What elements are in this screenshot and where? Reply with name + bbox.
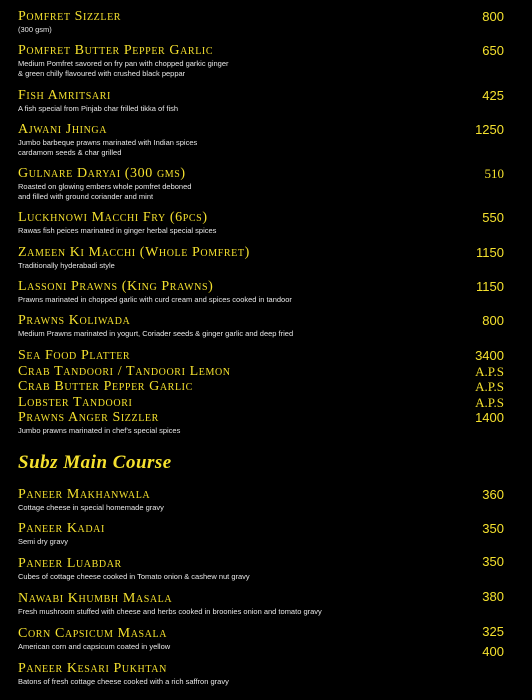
item-name: Paneer Kadai xyxy=(18,521,105,536)
item-price: A.P.S xyxy=(475,395,504,410)
item-price: 1150 xyxy=(476,279,504,294)
item-name: Sea Food Platter xyxy=(18,348,131,363)
item-desc: Jumbo prawns marinated in chef's special spices xyxy=(18,426,181,435)
item-name: Lobster Tandoori xyxy=(18,395,133,410)
menu-item xyxy=(18,166,518,202)
item-desc: Jumbo barbeque prawns marinated with Indian spices xyxy=(18,138,198,147)
menu-item xyxy=(18,591,518,617)
item-price: 350 xyxy=(482,554,504,569)
menu-item xyxy=(18,556,518,582)
item-desc: Medium Pomfret savored on fry pan with chopped garkic ginger xyxy=(18,59,229,68)
menu-item xyxy=(18,395,518,410)
menu-item xyxy=(18,122,518,158)
item-name: Paneer Kesari Pukhtan xyxy=(18,661,167,676)
item-price: 800 xyxy=(482,9,504,24)
item-name: Pomfret Sizzler xyxy=(18,9,122,24)
item-name: Prawns Koliwada xyxy=(18,313,131,328)
item-price: 350 xyxy=(482,521,504,536)
item-price: 800 xyxy=(482,313,504,328)
item-desc: Roasted on glowing embers whole pomfret deboned xyxy=(18,182,192,191)
item-name: Fish Amritsari xyxy=(18,88,111,103)
item-desc: Fresh mushroom stuffed with cheese and herbs cooked in broonies onion and tomato gravy xyxy=(18,607,322,616)
item-name: Nawabi Khumbh Masala xyxy=(18,591,173,606)
menu-item xyxy=(18,245,518,271)
item-desc: cardamom seeds & char grilled xyxy=(18,148,122,157)
item-desc: Rawas fish peices marinated in ginger herbal special spices xyxy=(18,226,217,235)
item-desc: A fish special from Pinjab char frilled tikka of fish xyxy=(18,104,179,113)
item-desc: Medium Prawns marinated in yogurt, Coriader seeds & ginger garlic and deep fried xyxy=(18,329,294,338)
item-name: Ajwani Jhinga xyxy=(18,122,108,137)
menu-item xyxy=(18,487,518,513)
item-price: A.P.S xyxy=(475,379,504,394)
menu-item xyxy=(18,43,518,79)
item-price: 550 xyxy=(482,210,504,225)
item-name: Gulnare Daryai (300 gms) xyxy=(18,166,186,181)
item-price: 650 xyxy=(482,43,504,58)
menu-item xyxy=(18,210,518,236)
item-price: 1400 xyxy=(475,410,504,425)
item-price: 360 xyxy=(482,487,504,502)
menu-item xyxy=(18,279,518,305)
item-price: 425 xyxy=(482,88,504,103)
item-name: Luckhnowi Macchi Fry (6pcs) xyxy=(18,210,208,225)
item-name: Zameen Ki Macchi (Whole Pomfret) xyxy=(18,245,250,260)
item-price: 325 xyxy=(482,624,504,639)
item-price: A.P.S xyxy=(475,364,504,379)
item-desc: Semi dry gravy xyxy=(18,537,69,546)
menu-item xyxy=(18,626,518,652)
item-name: Pomfret Butter Pepper Garlic xyxy=(18,43,214,58)
item-desc: American corn and capsicum coated in yellow xyxy=(18,642,171,651)
item-name: Crab Tandoori / Tandoori Lemon xyxy=(18,364,231,379)
item-desc: Cottage cheese in special homemade gravy xyxy=(18,503,164,512)
item-name: Crab Butter Pepper Garlic xyxy=(18,379,193,394)
item-price: 380 xyxy=(482,589,504,604)
menu-item xyxy=(18,348,518,363)
item-price: 3400 xyxy=(475,348,504,363)
item-name: Paneer Makhanwala xyxy=(18,487,151,502)
item-desc: and filled with ground coriander and mint xyxy=(18,192,154,201)
menu-item xyxy=(18,88,518,114)
menu-item xyxy=(18,521,518,547)
item-desc: (300 gsm) xyxy=(18,25,52,34)
menu-item xyxy=(18,364,518,379)
item-desc: Batons of fresh cottage cheese cooked with a rich saffron gravy xyxy=(18,677,229,686)
item-desc: Cubes of cottage cheese cooked in Tomato onion & cashew nut gravy xyxy=(18,572,250,581)
item-price: 510 xyxy=(484,166,504,181)
item-name: Prawns Anger Sizzler xyxy=(18,410,159,425)
item-name: Paneer Luabdar xyxy=(18,556,122,571)
item-desc: Prawns marinated in chopped garlic with curd cream and spices cooked in tandoor xyxy=(18,295,292,304)
menu-item xyxy=(18,379,518,394)
item-name: Lassoni Prawns (King Prawns) xyxy=(18,279,214,294)
menu-item xyxy=(18,410,518,436)
item-desc: Traditionally hyderabadi style xyxy=(18,261,115,270)
menu-item xyxy=(18,313,518,339)
item-name: Corn Capsicum Masala xyxy=(18,626,168,641)
item-price: 1150 xyxy=(476,245,504,260)
section-title: Subz Main Course xyxy=(18,452,172,473)
item-desc: & green chilly flavoured with crushed black peppar xyxy=(18,69,186,78)
item-price: 1250 xyxy=(475,122,504,137)
menu-item xyxy=(18,9,518,35)
item-price: 400 xyxy=(482,644,504,659)
